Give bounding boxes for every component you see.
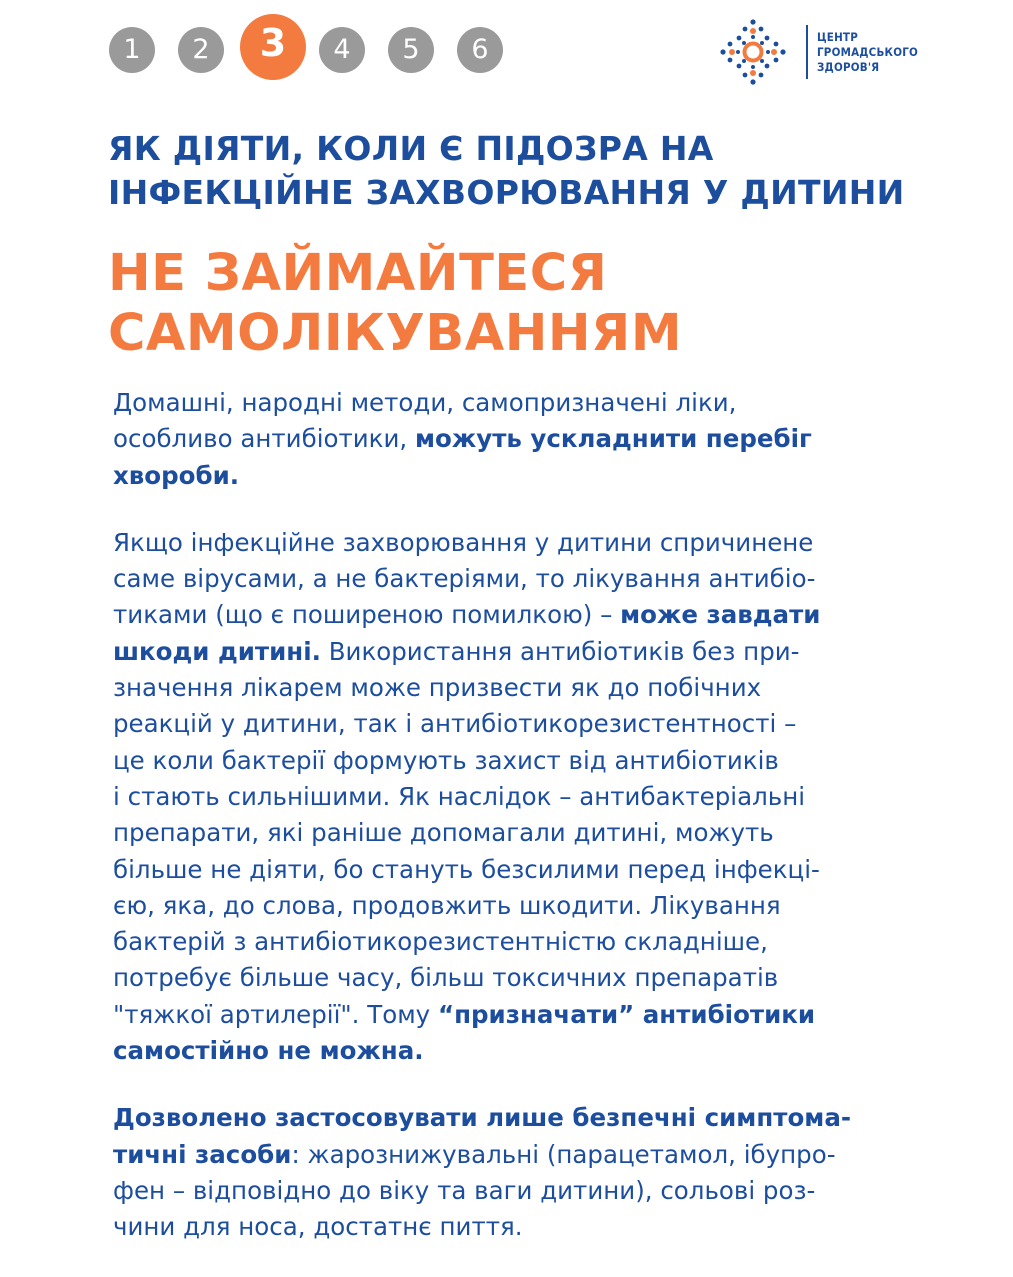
step-4[interactable]: 4 xyxy=(319,27,365,73)
text-line: реакцій у дитини, так і антибіотикорезистентності – xyxy=(113,709,797,739)
text-line: фен – відповідно до віку та ваги дитини), сольові роз- xyxy=(113,1175,816,1205)
text-line xyxy=(113,1100,933,1136)
article-body xyxy=(113,385,933,1277)
text-line: єю, яка, до слова, продовжить шкодити. Лікування xyxy=(113,890,781,920)
step-2[interactable]: 2 xyxy=(178,27,224,73)
text-line xyxy=(113,634,933,670)
text-line: бактерій з антибіотикорезистентністю складніше, xyxy=(113,927,768,957)
text-fragment: Використання антибіотиків без при- xyxy=(320,636,800,666)
paragraph-antibiotic-resistance xyxy=(113,525,933,1069)
page-headline xyxy=(108,244,988,364)
public-health-center-logo xyxy=(718,17,918,87)
bold-fragment: можуть ускладнити перебіг xyxy=(414,424,812,454)
logo-text-line: ЗДОРОВ'Я xyxy=(817,59,880,74)
section-subtitle xyxy=(108,127,988,215)
bold-fragment: тичні засоби xyxy=(113,1139,292,1169)
paragraph-home-remedies xyxy=(113,385,933,494)
step-3-active[interactable]: 3 xyxy=(240,14,306,80)
bold-fragment: хвороби. xyxy=(113,460,240,490)
text-line xyxy=(113,997,933,1033)
text-line xyxy=(113,458,933,494)
text-line: Домашні, народні методи, самопризначені ліки, xyxy=(113,388,737,417)
logo-text-line: ГРОМАДСЬКОГО xyxy=(817,44,918,59)
bold-fragment: “призначати” антибіотики xyxy=(437,999,816,1029)
headline-line: САМОЛІКУВАННЯМ xyxy=(108,304,683,363)
text-line: і стають сильнішими. Як наслідок – антибактеріальні xyxy=(113,781,806,811)
text-line: більше не діяти, бо стануть безсилими перед інфекці- xyxy=(113,854,820,884)
subtitle-line: ІНФЕКЦІЙНЕ ЗАХВОРЮВАННЯ У ДИТИНИ xyxy=(108,173,905,212)
step-6[interactable]: 6 xyxy=(457,27,503,73)
headline-line: НЕ ЗАЙМАЙТЕСЯ xyxy=(108,244,608,303)
text-line: саме вірусами, а не бактеріями, то лікування антибіо- xyxy=(113,564,816,594)
text-line: потребує більше часу, більш токсичних препаратів xyxy=(113,963,779,993)
bold-fragment: шкоди дитині. xyxy=(113,636,321,666)
logo-divider xyxy=(806,25,808,79)
bold-fragment: Дозволено застосовувати лише безпечні симптома- xyxy=(113,1103,852,1133)
text-line xyxy=(113,1137,933,1173)
text-line: значення лікарем може призвести як до побічних xyxy=(113,673,762,703)
text-line: чини для носа, достатнє пиття. xyxy=(113,1212,523,1242)
text-line: Якщо інфекційне захворювання у дитини спричинене xyxy=(113,527,814,557)
step-1[interactable]: 1 xyxy=(109,27,155,73)
text-fragment: "тяжкої артилерії". Тому xyxy=(113,999,438,1029)
step-indicator xyxy=(109,21,526,80)
subtitle-line: ЯК ДІЯТИ, КОЛИ Є ПІДОЗРА НА xyxy=(108,129,714,168)
bold-fragment: може завдати xyxy=(620,600,821,630)
text-line xyxy=(113,1033,933,1069)
logo-text-line: ЦЕНТР xyxy=(817,29,858,44)
text-fragment: : жарознижувальні (парацетамол, ібупро- xyxy=(291,1139,836,1169)
text-fragment: тиками (що є поширеною помилкою) – xyxy=(113,600,621,630)
logo-wordmark xyxy=(817,30,918,75)
text-line: це коли бактерії формують захист від антибіотиків xyxy=(113,745,779,775)
paragraph-allowed-remedies xyxy=(113,1100,933,1245)
text-line xyxy=(113,597,933,633)
step-5[interactable]: 5 xyxy=(388,27,434,73)
text-line: препарати, які раніше допомагали дитині, можуть xyxy=(113,818,774,848)
text-fragment: особливо антибіотики, xyxy=(113,424,415,454)
text-line xyxy=(113,421,933,457)
bold-fragment: самостійно не можна. xyxy=(113,1036,424,1066)
logo-dots-icon xyxy=(718,17,788,87)
